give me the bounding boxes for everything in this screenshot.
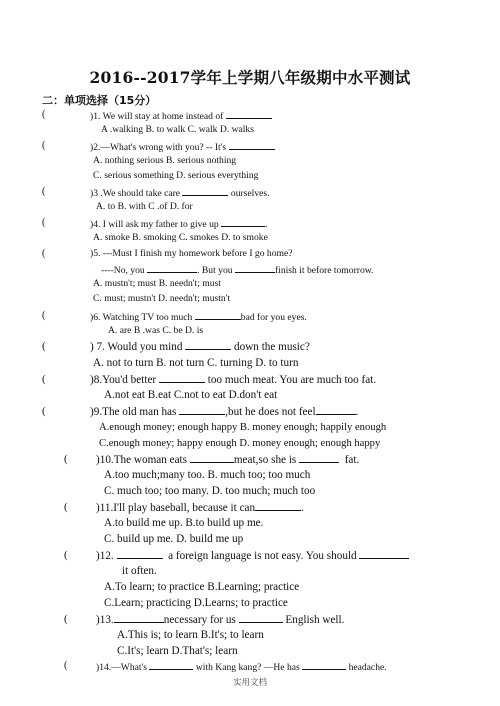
question-6-stem <box>90 310 307 324</box>
answer-blank <box>316 405 356 415</box>
question-11-text-end: . <box>301 502 304 514</box>
question-6-options: A. are B .was C. be D. is <box>108 325 204 336</box>
question-11-text: )11.I'll play baseball, because it can <box>96 502 256 514</box>
answer-blank <box>117 549 163 559</box>
answer-blank <box>149 660 193 670</box>
answer-blank <box>190 453 234 463</box>
question-3-options: A. to B. with C .of D. for <box>96 201 193 212</box>
answer-blank <box>226 109 272 119</box>
answer-paren: ( <box>42 109 46 120</box>
question-9-text: )9.The old man has <box>90 406 177 418</box>
answer-blank <box>229 140 275 150</box>
question-12-options-2: C.Learn; practicing D.Learns; to practice <box>104 597 288 609</box>
question-1-text: )1. We will stay at home instead of <box>90 111 224 122</box>
question-13-text: )13. <box>96 614 114 626</box>
answer-blank <box>114 613 164 623</box>
question-13-text-mid: necessary for us <box>163 614 236 626</box>
question-13-text-end: English well. <box>285 614 345 626</box>
answer-blank <box>235 263 275 273</box>
question-1-stem <box>90 109 272 123</box>
question-13-options-1: A.This is; to learn B.It's; to learn <box>117 629 264 641</box>
answer-blank <box>195 310 241 320</box>
answer-blank <box>255 501 301 511</box>
question-12-options-1: A.To learn; to practice B.Learning; practice <box>104 581 300 593</box>
question-7-stem <box>90 340 310 354</box>
question-7-text-end: down the music? <box>234 341 310 353</box>
answer-blank <box>302 660 346 670</box>
question-11-options-1: A.to build me up. B.to build up me. <box>104 517 264 529</box>
question-2-stem <box>90 140 275 154</box>
question-10-text-mid: meat,so she is <box>233 454 297 466</box>
question-2-text: )2.—What's wrong with you? -- It's <box>90 142 227 153</box>
question-2-options-1: A. nothing serious B. serious nothing <box>93 155 237 166</box>
answer-paren: ( <box>42 217 46 228</box>
question-14-text-mid: with Kang kang? —He has <box>195 662 300 673</box>
question-4-text-end: . <box>265 219 268 230</box>
question-9-text-end: . <box>355 406 359 418</box>
answer-paren: ( <box>64 501 68 513</box>
answer-blank <box>299 453 339 463</box>
question-5-text: ----No, you <box>101 265 145 276</box>
question-9-stem <box>90 405 358 419</box>
answer-blank <box>221 217 265 227</box>
question-13-options-2: C.It's; learn D.That's; learn <box>117 645 238 657</box>
question-4-stem <box>90 217 268 231</box>
question-10-stem <box>96 453 359 467</box>
page-title: 2016--2017学年上学期八年级期中水平测试 <box>89 68 411 87</box>
question-9-text-mid: ,but he does not feel <box>225 406 316 418</box>
question-3-stem <box>90 186 270 200</box>
question-8-options: A.not eat B.eat C.not to eat D.don't eat <box>104 389 278 401</box>
question-12-stem-cont: it often. <box>122 565 157 577</box>
question-8-text-end: too much meat. You are much too fat. <box>207 374 377 386</box>
question-8-stem <box>90 373 376 387</box>
question-11-stem <box>96 501 304 515</box>
question-3-text-end: ourselves. <box>230 188 270 199</box>
question-1-options: A .walking B. to walk C. walk D. walks <box>101 124 254 135</box>
question-10-options-2: C. much too; too many. D. too much; much too <box>104 485 316 497</box>
answer-paren: ( <box>64 660 68 671</box>
question-5-options-2: C. must; mustn't D. needn't; mustn't <box>93 293 231 304</box>
question-7-text: ) 7. Would you mind <box>90 341 183 353</box>
question-10-options-1: A.too much;many too. B. much too; too much <box>104 469 311 481</box>
question-3-text: )3 .We should take care <box>90 188 181 199</box>
answer-paren: ( <box>64 613 68 625</box>
answer-paren: ( <box>42 373 46 385</box>
question-5-text-end: finish it before tomorrow. <box>274 265 374 276</box>
question-5-line-2 <box>101 263 373 277</box>
question-8-text: )8.You'd better <box>90 374 157 386</box>
question-12-text-mid: a foreign language is not easy. You should <box>168 550 357 562</box>
question-12-stem <box>96 549 409 563</box>
question-4-options: A. smoke B. smoking C. smokes D. to smoke <box>93 232 268 243</box>
answer-blank <box>147 263 197 273</box>
question-7-options: A. not to turn B. not turn C. turning D. to turn <box>93 357 299 369</box>
question-11-options-2: C. build up me. D. build me up <box>104 533 244 545</box>
question-12-text: )12. <box>96 550 114 562</box>
question-6-text: )6. Watching TV too much <box>90 312 193 323</box>
question-9-options-1: A.enough money; enough happy B. money enough; happily enough <box>99 422 387 433</box>
answer-blank <box>182 186 228 196</box>
answer-blank <box>185 340 231 350</box>
question-13-stem <box>96 613 344 627</box>
question-9-options-2: C.enough money; happy enough D. money enough; enough happy <box>99 438 381 449</box>
answer-paren: ( <box>64 453 68 465</box>
question-14-text: )14.—What's <box>96 662 148 673</box>
question-5-text-mid: . But you <box>197 265 233 276</box>
question-4-text: )4. I will ask my father to give up <box>90 219 219 230</box>
answer-paren: ( <box>42 340 46 352</box>
page-footer: 实用文档 <box>232 678 267 688</box>
section-heading: 二：单项选择（15分） <box>42 94 157 107</box>
answer-paren: ( <box>42 310 46 321</box>
question-14-stem <box>96 660 387 674</box>
answer-paren: ( <box>42 186 46 197</box>
question-14-text-end: headache. <box>348 662 387 673</box>
answer-blank <box>179 405 225 415</box>
answer-paren: ( <box>42 248 46 259</box>
answer-paren: ( <box>42 140 46 151</box>
question-10-text: )10.The woman eats <box>96 454 188 466</box>
question-5-stem: )5. ---Must I finish my homework before I go home? <box>90 248 293 259</box>
answer-blank <box>159 373 205 383</box>
answer-blank <box>359 549 409 559</box>
answer-paren: ( <box>64 549 68 561</box>
question-6-text-end: bad for you eyes. <box>240 312 307 323</box>
answer-blank <box>239 613 283 623</box>
question-2-options-2: C. serious something D. serious everything <box>93 170 259 181</box>
question-10-text-end: fat. <box>344 454 360 466</box>
question-5-options-1: A. mustn't; must B. needn't; must <box>93 278 221 289</box>
answer-paren: ( <box>42 405 46 417</box>
